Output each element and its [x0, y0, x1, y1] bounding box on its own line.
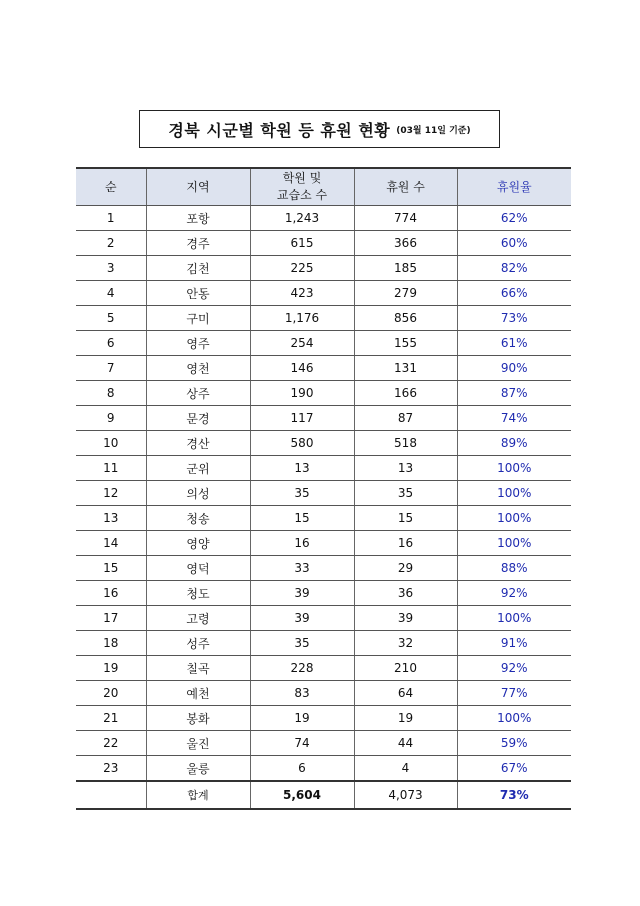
cell-closed: 13 [354, 456, 457, 481]
cell-closed: 279 [354, 281, 457, 306]
table-row [76, 756, 571, 782]
cell-rate: 100% [457, 706, 571, 731]
cell-no: 8 [76, 381, 146, 406]
cell-rate: 90% [457, 356, 571, 381]
table-row [76, 656, 571, 681]
cell-rate: 92% [457, 656, 571, 681]
cell-rate: 59% [457, 731, 571, 756]
cell-no: 6 [76, 331, 146, 356]
cell-academies: 16 [250, 531, 354, 556]
table-row [76, 506, 571, 531]
cell-closed: 210 [354, 656, 457, 681]
cell-region: 경산 [146, 431, 250, 456]
cell-region: 울릉 [146, 756, 250, 782]
table-row [76, 531, 571, 556]
cell-rate: 66% [457, 281, 571, 306]
cell-region: 김천 [146, 256, 250, 281]
title-box [139, 110, 500, 148]
cell-region: 경주 [146, 231, 250, 256]
table-row [76, 431, 571, 456]
cell-academies: 39 [250, 581, 354, 606]
table-row [76, 681, 571, 706]
cell-no: 7 [76, 356, 146, 381]
cell-academies: 74 [250, 731, 354, 756]
cell-region: 성주 [146, 631, 250, 656]
cell-region: 문경 [146, 406, 250, 431]
cell-rate: 62% [457, 206, 571, 231]
total-no-cell [76, 781, 146, 809]
cell-no: 21 [76, 706, 146, 731]
cell-region: 상주 [146, 381, 250, 406]
page-title: 경북 시군별 학원 등 휴원 현황 [168, 120, 391, 140]
table-row [76, 306, 571, 331]
table-row [76, 456, 571, 481]
total-rate: 73% [457, 781, 571, 809]
cell-rate: 74% [457, 406, 571, 431]
cell-closed: 366 [354, 231, 457, 256]
cell-closed: 87 [354, 406, 457, 431]
title-date: (03월 11일 기준) [396, 125, 471, 136]
cell-no: 15 [76, 556, 146, 581]
cell-closed: 155 [354, 331, 457, 356]
cell-closed: 185 [354, 256, 457, 281]
cell-no: 9 [76, 406, 146, 431]
table-row [76, 356, 571, 381]
cell-academies: 33 [250, 556, 354, 581]
table-row [76, 706, 571, 731]
cell-rate: 100% [457, 481, 571, 506]
cell-rate: 100% [457, 531, 571, 556]
cell-academies: 190 [250, 381, 354, 406]
cell-region: 포항 [146, 206, 250, 231]
total-closed: 4,073 [354, 781, 457, 809]
header-closed: 휴원 수 [354, 168, 457, 206]
header-academies [250, 168, 354, 206]
cell-academies: 83 [250, 681, 354, 706]
header-academies-line1: 학원 및 [282, 171, 322, 185]
cell-no: 5 [76, 306, 146, 331]
closure-table [76, 167, 571, 810]
cell-rate: 89% [457, 431, 571, 456]
cell-academies: 15 [250, 506, 354, 531]
cell-rate: 73% [457, 306, 571, 331]
cell-no: 1 [76, 206, 146, 231]
header-no: 순 [76, 168, 146, 206]
table-row [76, 256, 571, 281]
cell-region: 의성 [146, 481, 250, 506]
cell-rate: 87% [457, 381, 571, 406]
cell-academies: 19 [250, 706, 354, 731]
header-academies-line2: 교습소 수 [276, 188, 328, 202]
table-row [76, 331, 571, 356]
cell-no: 14 [76, 531, 146, 556]
cell-rate: 100% [457, 506, 571, 531]
cell-academies: 1,243 [250, 206, 354, 231]
cell-academies: 580 [250, 431, 354, 456]
table-row [76, 606, 571, 631]
table-header [76, 168, 571, 206]
cell-no: 23 [76, 756, 146, 782]
cell-closed: 774 [354, 206, 457, 231]
cell-no: 13 [76, 506, 146, 531]
cell-closed: 166 [354, 381, 457, 406]
cell-region: 청도 [146, 581, 250, 606]
cell-closed: 856 [354, 306, 457, 331]
table-body [76, 206, 571, 810]
cell-rate: 61% [457, 331, 571, 356]
cell-region: 청송 [146, 506, 250, 531]
cell-closed: 518 [354, 431, 457, 456]
total-label: 합계 [146, 781, 250, 809]
total-row [76, 781, 571, 809]
cell-rate: 82% [457, 256, 571, 281]
cell-academies: 228 [250, 656, 354, 681]
cell-region: 영주 [146, 331, 250, 356]
cell-region: 안동 [146, 281, 250, 306]
cell-academies: 1,176 [250, 306, 354, 331]
table-row [76, 556, 571, 581]
cell-closed: 4 [354, 756, 457, 782]
cell-rate: 100% [457, 606, 571, 631]
cell-region: 영천 [146, 356, 250, 381]
cell-rate: 60% [457, 231, 571, 256]
table-row [76, 481, 571, 506]
table-row [76, 581, 571, 606]
cell-region: 예천 [146, 681, 250, 706]
cell-academies: 423 [250, 281, 354, 306]
cell-closed: 32 [354, 631, 457, 656]
cell-closed: 29 [354, 556, 457, 581]
cell-rate: 92% [457, 581, 571, 606]
cell-academies: 35 [250, 481, 354, 506]
cell-closed: 35 [354, 481, 457, 506]
table-row [76, 631, 571, 656]
cell-closed: 36 [354, 581, 457, 606]
cell-closed: 16 [354, 531, 457, 556]
cell-rate: 91% [457, 631, 571, 656]
table-row [76, 406, 571, 431]
cell-no: 22 [76, 731, 146, 756]
cell-region: 칠곡 [146, 656, 250, 681]
cell-academies: 117 [250, 406, 354, 431]
cell-rate: 88% [457, 556, 571, 581]
cell-no: 18 [76, 631, 146, 656]
cell-closed: 15 [354, 506, 457, 531]
cell-region: 구미 [146, 306, 250, 331]
cell-closed: 131 [354, 356, 457, 381]
cell-rate: 100% [457, 456, 571, 481]
cell-closed: 19 [354, 706, 457, 731]
cell-no: 12 [76, 481, 146, 506]
cell-closed: 44 [354, 731, 457, 756]
cell-rate: 67% [457, 756, 571, 782]
table-row [76, 281, 571, 306]
cell-academies: 35 [250, 631, 354, 656]
cell-no: 10 [76, 431, 146, 456]
cell-academies: 39 [250, 606, 354, 631]
cell-no: 3 [76, 256, 146, 281]
cell-academies: 615 [250, 231, 354, 256]
cell-academies: 146 [250, 356, 354, 381]
cell-closed: 64 [354, 681, 457, 706]
cell-closed: 39 [354, 606, 457, 631]
cell-academies: 254 [250, 331, 354, 356]
header-region: 지역 [146, 168, 250, 206]
cell-academies: 225 [250, 256, 354, 281]
cell-no: 17 [76, 606, 146, 631]
cell-region: 고령 [146, 606, 250, 631]
cell-no: 2 [76, 231, 146, 256]
cell-region: 군위 [146, 456, 250, 481]
cell-region: 울진 [146, 731, 250, 756]
cell-no: 11 [76, 456, 146, 481]
cell-no: 20 [76, 681, 146, 706]
total-academies: 5,604 [250, 781, 354, 809]
cell-region: 봉화 [146, 706, 250, 731]
cell-academies: 6 [250, 756, 354, 782]
table-row [76, 381, 571, 406]
cell-no: 19 [76, 656, 146, 681]
cell-no: 16 [76, 581, 146, 606]
table-row [76, 731, 571, 756]
cell-rate: 77% [457, 681, 571, 706]
table-row [76, 231, 571, 256]
table-row [76, 206, 571, 231]
cell-academies: 13 [250, 456, 354, 481]
header-rate: 휴원율 [457, 168, 571, 206]
cell-region: 영덕 [146, 556, 250, 581]
cell-no: 4 [76, 281, 146, 306]
cell-region: 영양 [146, 531, 250, 556]
